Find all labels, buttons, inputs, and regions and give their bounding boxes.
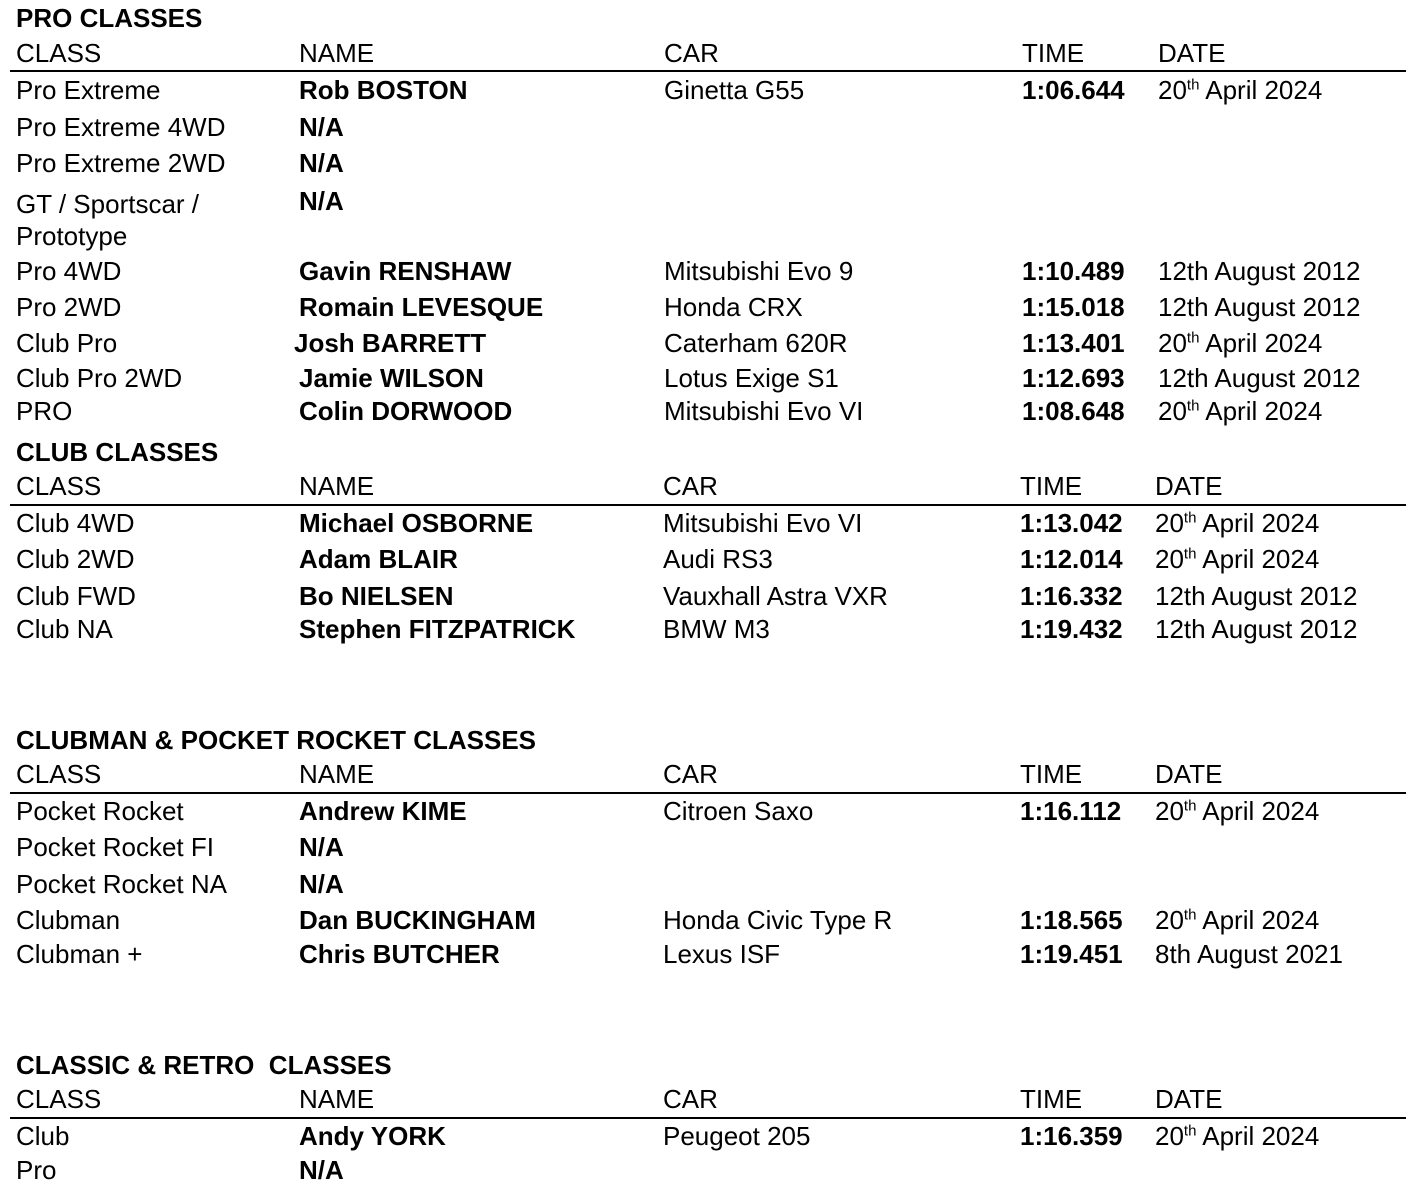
lap-time-cell: 1:18.565: [1020, 905, 1123, 935]
class-cell: Club NA: [16, 614, 113, 644]
driver-name-cell: N/A: [299, 869, 344, 899]
date-ordinal-suffix: th: [1183, 509, 1197, 527]
lap-time-cell: 1:16.359: [1020, 1121, 1123, 1151]
class-cell: Pro 2WD: [16, 292, 122, 322]
date-day: 20: [1155, 796, 1184, 826]
lap-time-cell: 1:16.332: [1020, 581, 1123, 611]
date-day: 20: [1158, 75, 1187, 105]
class-cell: Pocket Rocket: [16, 796, 184, 826]
date-ordinal-suffix: th: [1186, 76, 1200, 94]
class-cell: Pocket Rocket FI: [16, 832, 214, 862]
date-day: 20: [1158, 328, 1187, 358]
date-cell: [1155, 939, 1343, 969]
date-cell: [1155, 544, 1319, 574]
class-cell: Clubman +: [16, 939, 143, 969]
car-cell: Caterham 620R: [664, 328, 848, 358]
date-ordinal-suffix: th: [1186, 397, 1200, 415]
date-cell: [1158, 256, 1360, 286]
date-ordinal-suffix: th: [1183, 906, 1197, 924]
date-day: 12th: [1158, 256, 1209, 286]
class-cell: Pro 4WD: [16, 256, 122, 286]
header-class: CLASS: [16, 471, 102, 501]
class-cell: GT / Sportscar / Prototype: [16, 189, 200, 251]
header-divider: [10, 70, 1406, 72]
class-cell: Pro Extreme 2WD: [16, 148, 226, 178]
header-divider: [10, 792, 1406, 794]
driver-name-cell: Bo NIELSEN: [299, 581, 454, 611]
header-divider: [10, 504, 1406, 506]
header-car: CAR: [663, 759, 718, 789]
driver-name-cell: Chris BUTCHER: [299, 939, 500, 969]
car-cell: Honda CRX: [664, 292, 803, 322]
class-cell: Club 2WD: [16, 544, 135, 574]
driver-name-cell: Gavin RENSHAW: [299, 256, 512, 286]
driver-name-cell: N/A: [299, 832, 344, 862]
driver-name-cell: Andrew KIME: [299, 796, 467, 826]
class-cell: Pocket Rocket NA: [16, 869, 227, 899]
header-date: DATE: [1155, 759, 1223, 789]
car-cell: Honda Civic Type R: [663, 905, 893, 935]
lap-time-cell: 1:12.693: [1022, 363, 1125, 393]
lap-time-cell: 1:13.401: [1022, 328, 1125, 358]
driver-name-cell: Michael OSBORNE: [299, 508, 534, 538]
date-cell: [1158, 396, 1322, 426]
date-month-year: April 2024: [1202, 1121, 1320, 1151]
date-month-year: April 2024: [1202, 544, 1320, 574]
class-cell: Club: [16, 1121, 70, 1151]
header-date: DATE: [1155, 471, 1223, 501]
date-day: 20: [1155, 544, 1184, 574]
lap-time-cell: 1:15.018: [1022, 292, 1125, 322]
date-cell: [1158, 328, 1322, 358]
date-day: 12th: [1155, 614, 1206, 644]
date-month-year: August 2012: [1214, 256, 1361, 286]
date-day: 20: [1155, 1121, 1184, 1151]
header-car: CAR: [663, 1084, 718, 1114]
date-cell: [1158, 292, 1360, 322]
driver-name-cell: Josh BARRETT: [294, 328, 487, 358]
class-cell: Pro: [16, 1155, 57, 1185]
date-month-year: April 2024: [1205, 75, 1323, 105]
date-ordinal-suffix: th: [1183, 545, 1197, 563]
lap-time-cell: 1:13.042: [1020, 508, 1123, 538]
date-day: 20: [1155, 905, 1184, 935]
date-month-year: April 2024: [1205, 396, 1323, 426]
class-cell: Club FWD: [16, 581, 136, 611]
date-cell: [1155, 581, 1357, 611]
lap-time-cell: 1:06.644: [1022, 75, 1125, 105]
driver-name-cell: Adam BLAIR: [299, 544, 458, 574]
driver-name-cell: Colin DORWOOD: [299, 396, 513, 426]
date-month-year: April 2024: [1202, 796, 1320, 826]
header-car: CAR: [664, 38, 719, 68]
date-day: 8th: [1155, 939, 1192, 969]
car-cell: Audi RS3: [663, 544, 773, 574]
class-cell: Club Pro 2WD: [16, 363, 183, 393]
date-month-year: August 2012: [1211, 614, 1358, 644]
driver-name-cell: Stephen FITZPATRICK: [299, 614, 576, 644]
class-cell: Club 4WD: [16, 508, 135, 538]
date-month-year: August 2012: [1211, 581, 1358, 611]
header-date: DATE: [1155, 1084, 1223, 1114]
car-cell: Peugeot 205: [663, 1121, 811, 1151]
date-month-year: August 2012: [1214, 363, 1361, 393]
header-class: CLASS: [16, 38, 102, 68]
driver-name-cell: N/A: [299, 148, 344, 178]
date-cell: [1155, 614, 1357, 644]
class-cell: PRO: [16, 396, 73, 426]
date-month-year: August 2012: [1214, 292, 1361, 322]
car-cell: Lotus Exige S1: [664, 363, 839, 393]
date-ordinal-suffix: th: [1186, 329, 1200, 347]
header-name: NAME: [299, 38, 375, 68]
date-ordinal-suffix: th: [1183, 797, 1197, 815]
driver-name-cell: Andy YORK: [299, 1121, 446, 1151]
class-cell: Pro Extreme: [16, 75, 161, 105]
car-cell: Mitsubishi Evo VI: [664, 396, 864, 426]
class-cell: Club Pro: [16, 328, 118, 358]
date-month-year: April 2024: [1202, 905, 1320, 935]
section-title: PRO CLASSES: [16, 3, 203, 33]
date-day: 20: [1155, 508, 1184, 538]
car-cell: Ginetta G55: [664, 75, 805, 105]
header-time: TIME: [1022, 38, 1085, 68]
driver-name-cell: Romain LEVESQUE: [299, 292, 544, 322]
date-month-year: April 2024: [1202, 508, 1320, 538]
section-title: CLASSIC & RETRO CLASSES: [16, 1050, 392, 1080]
header-class: CLASS: [16, 759, 102, 789]
class-cell: Pro Extreme 4WD: [16, 112, 226, 142]
lap-time-cell: 1:19.432: [1020, 614, 1123, 644]
header-time: TIME: [1020, 471, 1083, 501]
header-car: CAR: [663, 471, 718, 501]
class-cell: Clubman: [16, 905, 121, 935]
date-cell: [1155, 508, 1319, 538]
section-title: CLUBMAN & POCKET ROCKET CLASSES: [16, 725, 537, 755]
driver-name-cell: N/A: [299, 186, 344, 216]
header-date: DATE: [1158, 38, 1226, 68]
car-cell: Mitsubishi Evo 9: [664, 256, 854, 286]
lap-time-cell: 1:19.451: [1020, 939, 1123, 969]
car-cell: Citroen Saxo: [663, 796, 814, 826]
date-cell: [1155, 796, 1319, 826]
car-cell: BMW M3: [663, 614, 770, 644]
car-cell: Mitsubishi Evo VI: [663, 508, 863, 538]
lap-time-cell: 1:08.648: [1022, 396, 1125, 426]
date-day: 20: [1158, 396, 1187, 426]
driver-name-cell: Rob BOSTON: [299, 75, 468, 105]
date-cell: [1158, 75, 1322, 105]
date-month-year: August 2021: [1196, 939, 1343, 969]
header-time: TIME: [1020, 1084, 1083, 1114]
driver-name-cell: N/A: [299, 112, 344, 142]
header-time: TIME: [1020, 759, 1083, 789]
car-cell: Vauxhall Astra VXR: [663, 581, 888, 611]
lap-time-cell: 1:12.014: [1020, 544, 1123, 574]
driver-name-cell: Jamie WILSON: [299, 363, 484, 393]
header-divider: [10, 1117, 1406, 1119]
date-cell: [1155, 905, 1319, 935]
date-ordinal-suffix: th: [1183, 1122, 1197, 1140]
header-name: NAME: [299, 759, 375, 789]
date-day: 12th: [1158, 292, 1209, 322]
driver-name-cell: N/A: [299, 1155, 344, 1185]
header-name: NAME: [299, 1084, 375, 1114]
date-cell: [1155, 1121, 1319, 1151]
section-title: CLUB CLASSES: [16, 437, 219, 467]
date-day: 12th: [1158, 363, 1209, 393]
car-cell: Lexus ISF: [663, 939, 781, 969]
lap-time-cell: 1:10.489: [1022, 256, 1125, 286]
date-day: 12th: [1155, 581, 1206, 611]
lap-time-cell: 1:16.112: [1020, 796, 1122, 826]
date-cell: [1158, 363, 1360, 393]
date-month-year: April 2024: [1205, 328, 1323, 358]
header-class: CLASS: [16, 1084, 102, 1114]
header-name: NAME: [299, 471, 375, 501]
driver-name-cell: Dan BUCKINGHAM: [299, 905, 536, 935]
